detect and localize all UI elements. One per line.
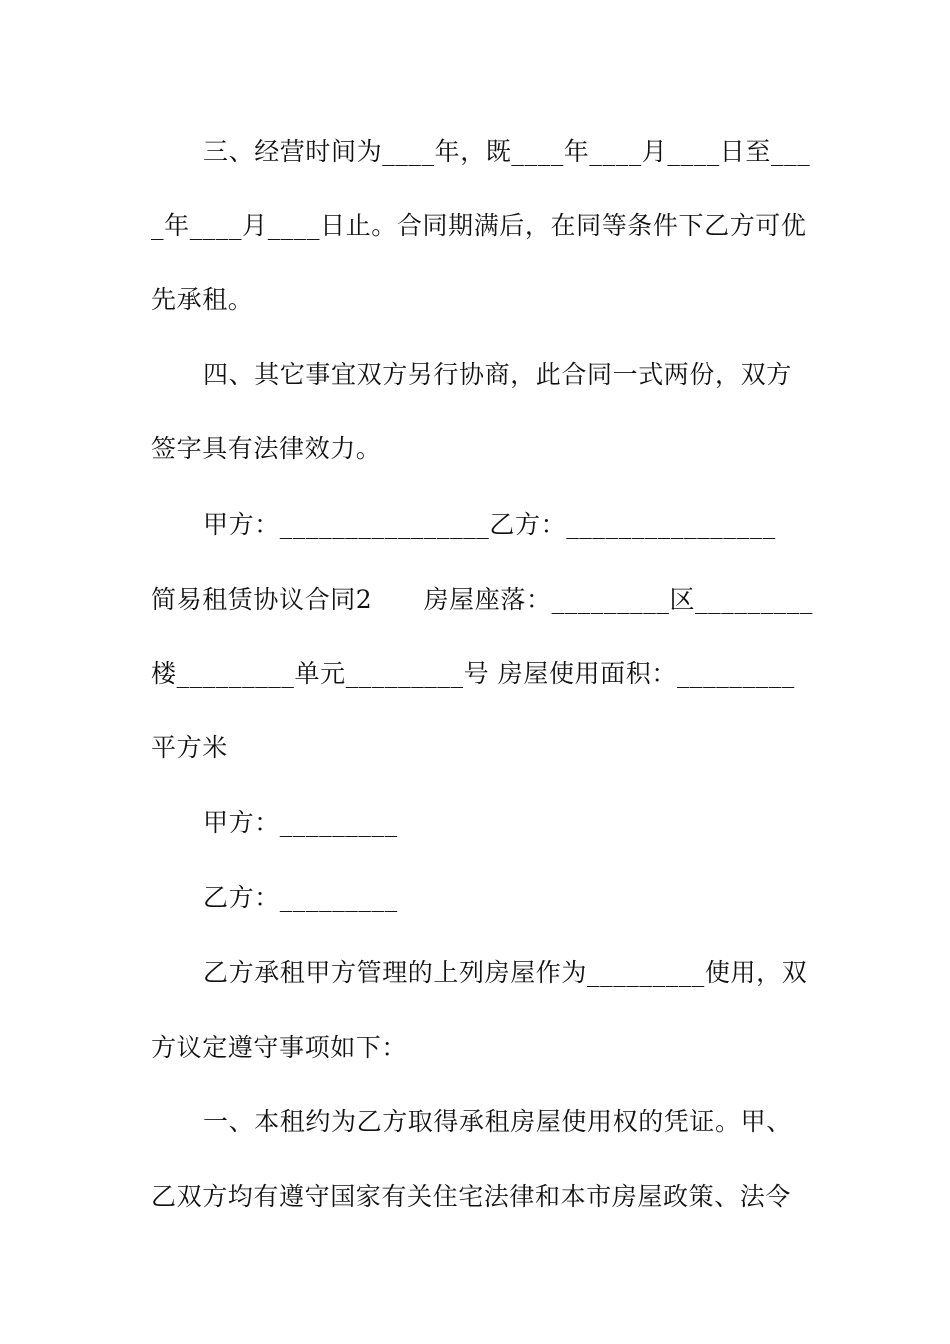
signature-line: 甲方：________________乙方：________________ <box>203 510 776 539</box>
text-line: 平方米 <box>151 733 228 762</box>
text-line: 四、其它事宜双方另行协商，此合同一式两份，双方 <box>203 360 792 389</box>
text-line: 楼_________单元_________号 房屋使用面积：_________ <box>151 659 795 688</box>
text-line: 方议定遵守事项如下： <box>151 1033 408 1062</box>
text-line: 简易租赁协议合同2 房屋座落：_________区_________ <box>151 585 813 614</box>
text-line: 乙双方均有遵守国家有关住宅法律和本市房屋政策、法令 <box>151 1182 792 1211</box>
text-line: 乙方承租甲方管理的上列房屋作为_________使用，双 <box>203 958 808 987</box>
signature-line: 乙方：_________ <box>203 883 398 912</box>
text-line: _年____月____日止。合同期满后，在同等条件下乙方可优 <box>151 211 807 240</box>
text-line: 三、经营时间为____年，既____年____月____日至___ <box>203 137 811 166</box>
signature-line: 甲方：_________ <box>203 808 398 837</box>
text-line: 签字具有法律效力。 <box>151 434 382 463</box>
text-line: 先承租。 <box>151 285 254 314</box>
text-line: 一、本租约为乙方取得承租房屋使用权的凭证。甲、 <box>203 1107 792 1136</box>
